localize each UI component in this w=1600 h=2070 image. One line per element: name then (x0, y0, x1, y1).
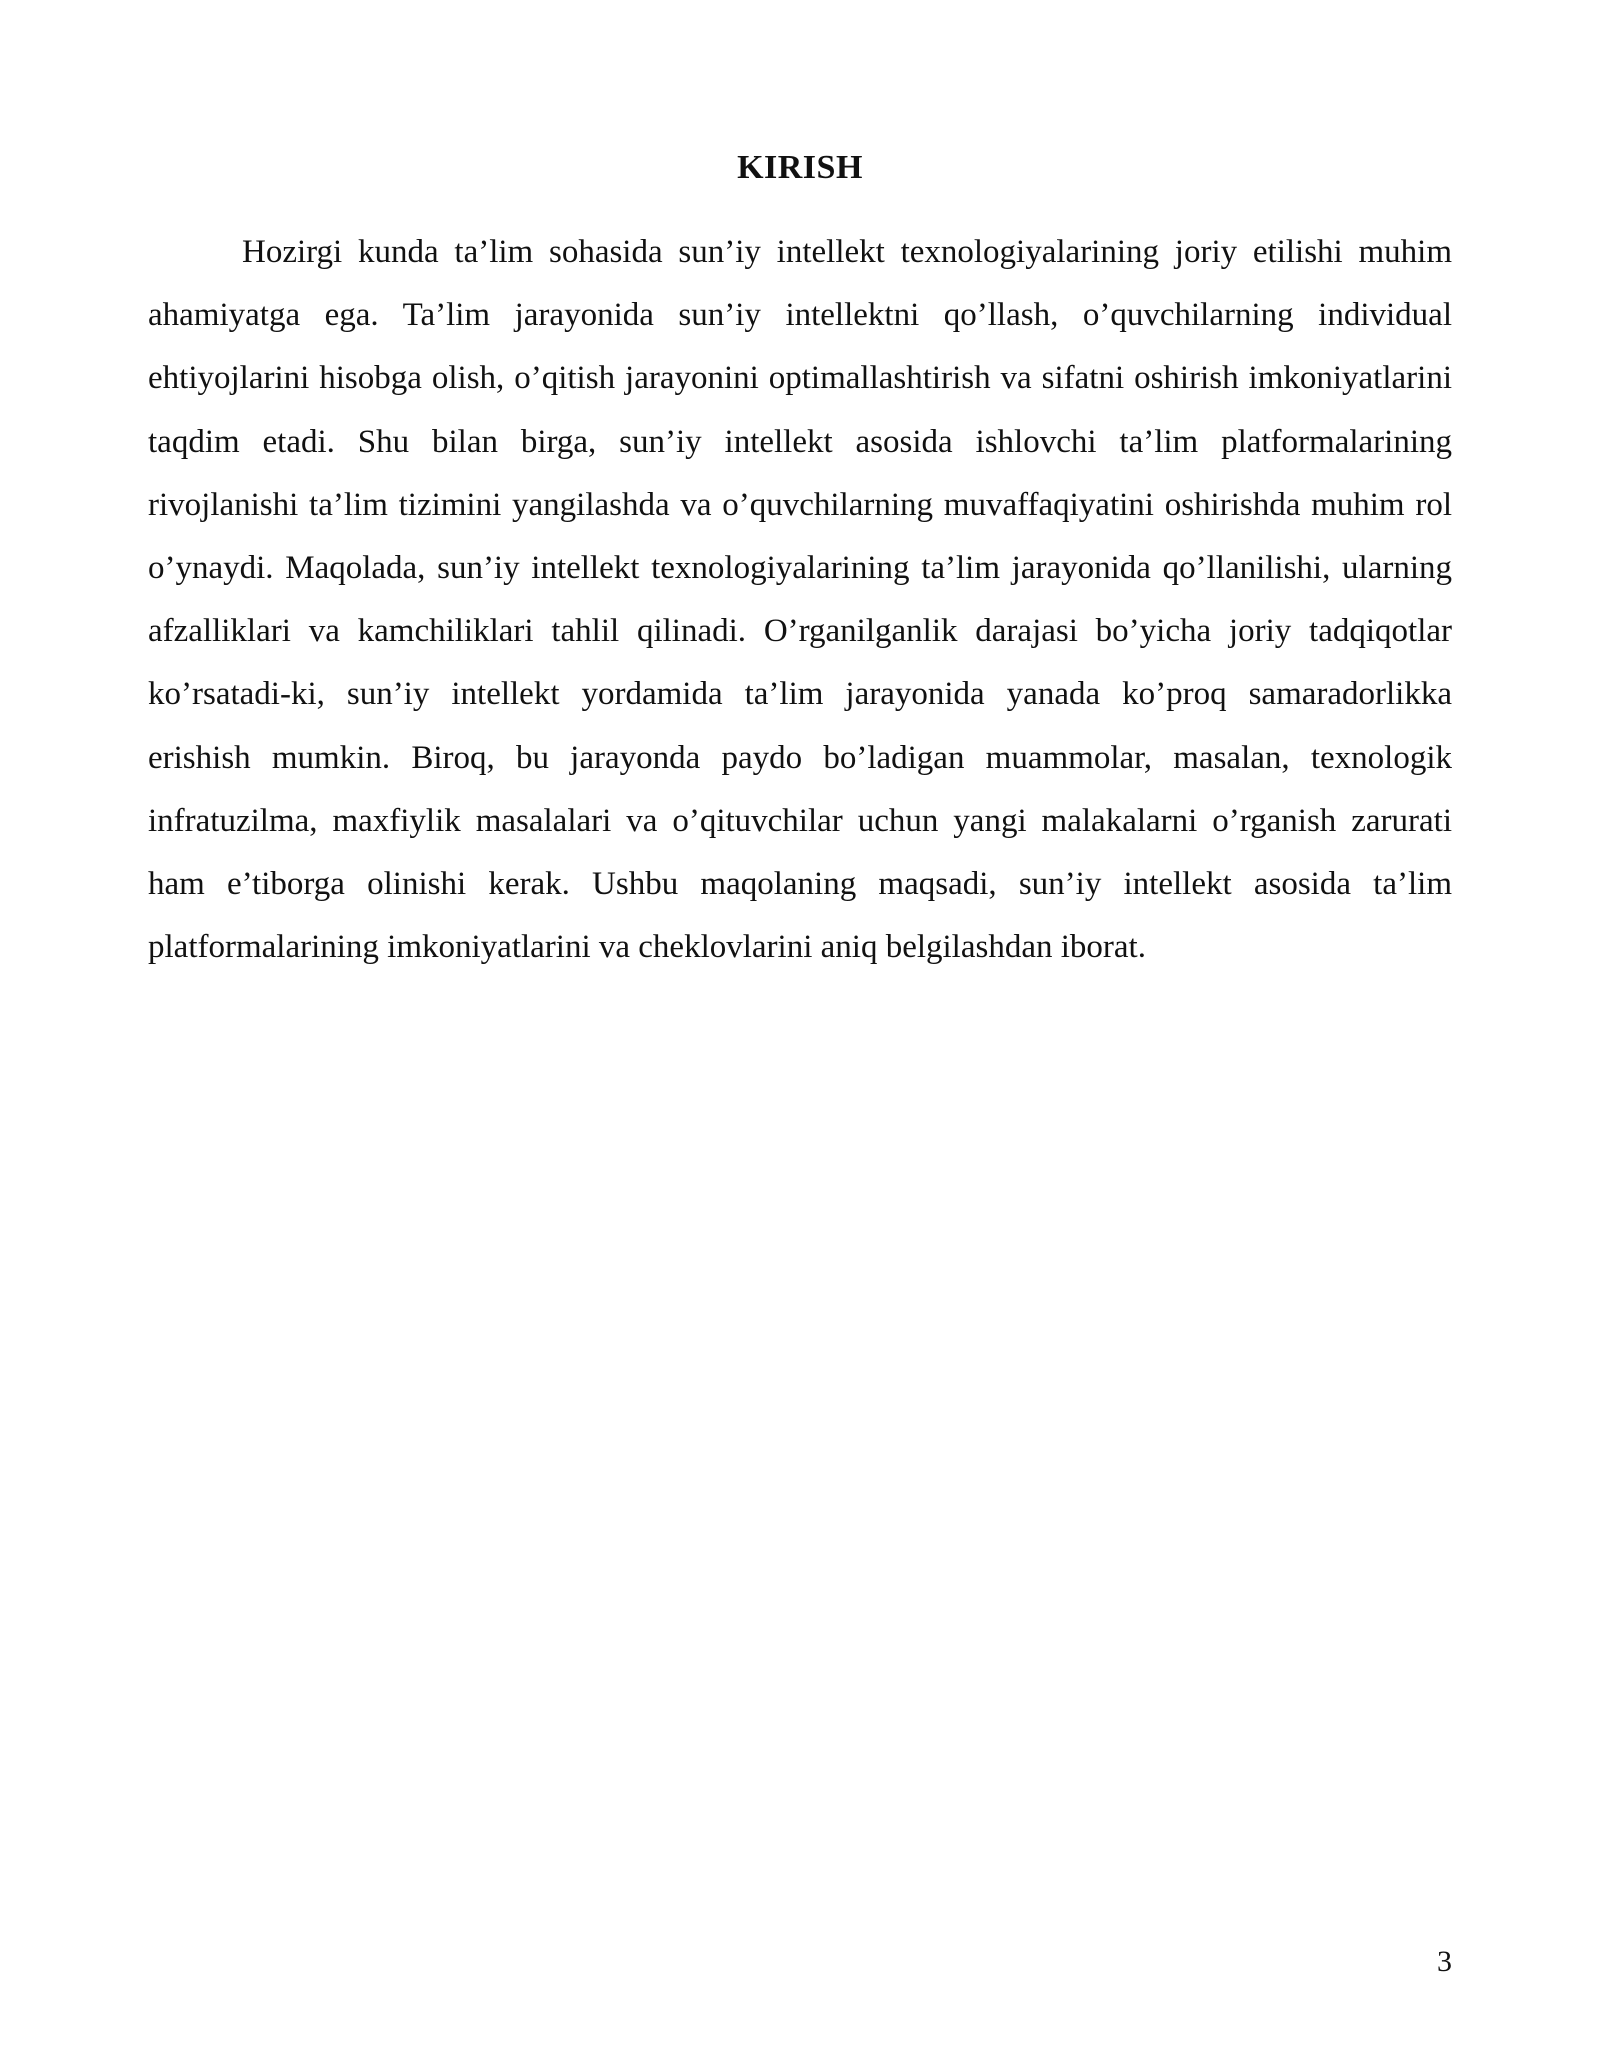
body-paragraph: Hozirgi kunda ta’lim sohasida sun’iy intellekt texnologiyalarining joriy etilishi muhim ahamiyatga ega. Ta’lim jarayonida sun’iy intellektni qo’llash, o’quvchilarning individual ehtiyojlarini hisobga olish, o’qitish jarayonini optimallashtirish va sifatni oshirish imkoniyatlarini taqdim etadi. Shu bilan birga, sun’iy intellekt asosida ishlovchi ta’lim platformalarining rivojlanishi ta’lim tizimini yangilashda va o’quvchilarning muvaffaqiyatini oshirishda muhim rol o’ynaydi. Maqolada, sun’iy intellekt texnologiyalarining ta’lim jarayonida qo’llanilishi, ularning afzalliklari va kamchiliklari tahlil qilinadi. O’rganilganlik darajasi bo’yicha joriy tadqiqotlar ko’rsatadi-ki, sun’iy intellekt yordamida ta’lim jarayonida yanada ko’proq samaradorlikka erishish mumkin. Biroq, bu jarayonda paydo bo’ladigan muammolar, masalan, texnologik infratuzilma, maxfiylik masalalari va o’qituvchilar uchun yangi malakalarni o’rganish zarurati ham e’tiborga olinishi kerak. Ushbu maqolaning maqsadi, sun’iy intellekt asosida ta’lim platformalarining imkoniyatlarini va cheklovlarini aniq belgilashdan iborat. (148, 234, 1452, 966)
section-heading: KIRISH (737, 149, 863, 186)
page-number: 3 (1437, 1945, 1452, 1978)
